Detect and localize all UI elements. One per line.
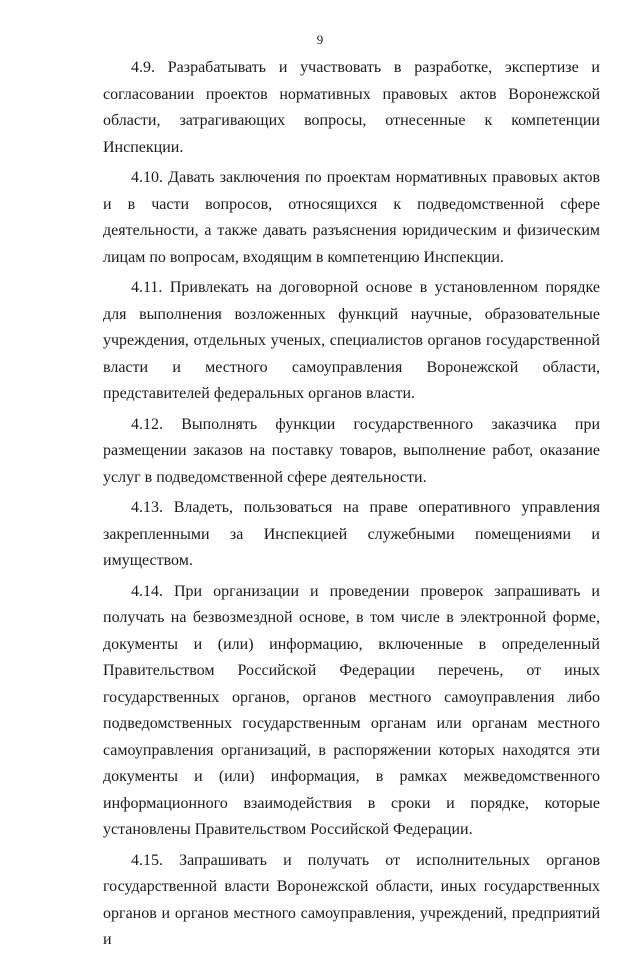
document-body	[103, 55, 600, 958]
paragraph-4-15: 4.15. Запрашивать и получать от исполнительных органов государственной власти Воронежской области, иных государственных органов и органов местного самоуправления, учреждений, предприятий и	[103, 851, 600, 948]
paragraph-4-13: 4.13. Владеть, пользоваться на праве оперативного управления закрепленными за Инспекцией служебными помещениями и имуществом.	[103, 499, 600, 569]
page-number: 9	[316, 32, 324, 47]
paragraph-4-9: 4.9. Разрабатывать и участвовать в разработке, экспертизе и согласовании проектов нормативных правовых актов Воронежской области, затрагивающих вопросы, отнесенные к компетенции Инспекции.	[103, 59, 600, 156]
paragraph-4-11: 4.11. Привлекать на договорной основе в установленном порядке для выполнения возложенных функций научные, образовательные учреждения, отдельных ученых, специалистов органов государственной власти и местного самоуправления Воронежской области, представителей федеральных органов власти.	[103, 279, 600, 402]
paragraph-4-12: 4.12. Выполнять функции государственного заказчика при размещении заказов на поставку товаров, выполнение работ, оказание услуг в подведомственной сфере деятельности.	[103, 415, 600, 486]
paragraph-4-14: 4.14. При организации и проведении проверок запрашивать и получать на безвозмездной основе, в том числе в электронной форме, документы и (или) информацию, включенные в определенный Правительством Российской Федерации перечень, от иных государственных органов, органов местного самоуправления либо подведомственных государственным органам или органам местного самоуправления организаций, в распоряжении которых находятся эти документы и (или) информация, в рамках межведомственного информационного взаимодействия в сроки и порядке, которые установлены Правительством Российской Федерации.	[103, 582, 600, 838]
paragraph-4-10: 4.10. Давать заключения по проектам нормативных правовых актов и в части вопросов, относящихся к подведомственной сфере деятельности, а также давать разъяснения юридическим и физическим лицам по вопросам, входящим в компетенцию Инспекции.	[103, 169, 600, 266]
